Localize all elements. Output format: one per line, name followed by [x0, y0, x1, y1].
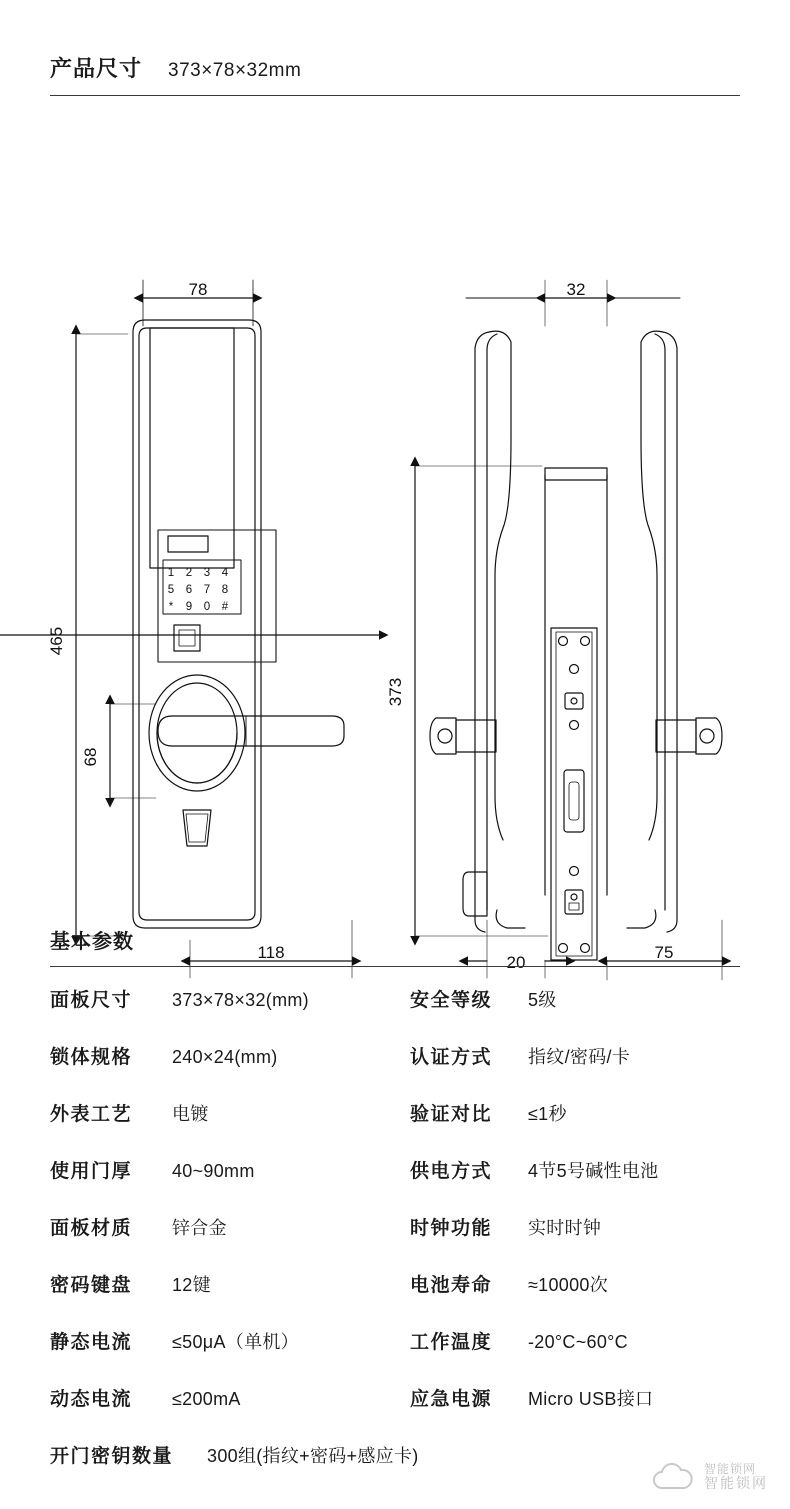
spec-value: ≤200mA — [172, 1389, 241, 1409]
spec-cell — [50, 1213, 410, 1240]
spec-label: 工作温度 — [410, 1332, 493, 1353]
spec-label: 外表工艺 — [50, 1104, 133, 1125]
label-handle-height: 68 — [81, 747, 100, 767]
cloud-icon — [650, 1461, 696, 1493]
label-side-height: 373 — [386, 677, 405, 707]
specs-table — [50, 985, 750, 1498]
spec-label: 电池寿命 — [410, 1275, 493, 1296]
page-title: 产品尺寸 — [50, 56, 143, 81]
svg-text:3: 3 — [203, 567, 211, 579]
label-front-bottom-width: 118 — [257, 943, 285, 962]
spec-cell — [50, 1042, 410, 1069]
svg-text:1: 1 — [167, 567, 175, 579]
spec-cell — [410, 985, 750, 1012]
spec-label: 认证方式 — [410, 1047, 493, 1068]
spec-value: 300组(指纹+密码+感应卡) — [207, 1446, 419, 1466]
front-view-drawing — [133, 320, 344, 928]
header-divider — [50, 95, 740, 96]
watermark-line-2: 智能锁网 — [704, 1474, 768, 1491]
spec-cell — [50, 1270, 410, 1297]
spec-label: 应急电源 — [410, 1389, 493, 1410]
label-side-left-offset: 20 — [506, 953, 526, 972]
spec-value: ≈10000次 — [528, 1275, 609, 1295]
table-row — [50, 1441, 750, 1498]
spec-label: 开门密钥数量 — [50, 1446, 174, 1467]
spec-cell — [410, 1327, 750, 1354]
spec-value: 240×24(mm) — [172, 1047, 278, 1067]
table-row — [50, 1213, 750, 1270]
spec-label: 验证对比 — [410, 1104, 493, 1125]
spec-label: 锁体规格 — [50, 1047, 133, 1068]
watermark-text — [704, 1463, 768, 1490]
table-row — [50, 985, 750, 1042]
spec-cell — [50, 985, 410, 1012]
svg-text:7: 7 — [203, 584, 211, 596]
watermark — [650, 1461, 768, 1493]
label-side-right-offset: 75 — [654, 943, 674, 962]
table-row — [50, 1042, 750, 1099]
svg-text:8: 8 — [221, 584, 229, 596]
table-row — [50, 1270, 750, 1327]
spec-label: 供电方式 — [410, 1161, 493, 1182]
specs-title: 基本参数 — [50, 931, 134, 953]
keypad-digits — [168, 567, 229, 613]
spec-cell — [410, 1384, 750, 1411]
spec-cell — [50, 1327, 410, 1354]
spec-value: Micro USB接口 — [528, 1389, 654, 1409]
svg-text:4: 4 — [221, 567, 229, 579]
spec-value: 锌合金 — [172, 1218, 227, 1238]
svg-text:0: 0 — [203, 601, 211, 613]
spec-label: 时钟功能 — [410, 1218, 493, 1239]
dim-side-height — [415, 466, 548, 936]
spec-label: 面板尺寸 — [50, 990, 133, 1011]
spec-value: 12键 — [172, 1275, 211, 1295]
svg-text:9: 9 — [185, 601, 193, 613]
spec-value: 实时时钟 — [528, 1218, 602, 1238]
spec-value: ≤50μA（单机） — [172, 1332, 299, 1352]
watermark-line-1: 智能锁网 — [704, 1462, 757, 1477]
spec-label: 静态电流 — [50, 1332, 133, 1353]
spec-label: 动态电流 — [50, 1389, 133, 1410]
side-view-drawing — [430, 331, 722, 960]
spec-cell — [410, 1099, 750, 1126]
svg-text:*: * — [168, 601, 174, 613]
spec-label: 使用门厚 — [50, 1161, 133, 1182]
spec-value: -20°C~60°C — [528, 1332, 628, 1352]
table-row — [50, 1099, 750, 1156]
table-row — [50, 1384, 750, 1441]
spec-cell — [410, 1156, 750, 1183]
spec-cell — [50, 1156, 410, 1183]
basic-params-header — [50, 925, 740, 967]
spec-cell — [410, 1042, 750, 1069]
specs-divider — [50, 966, 740, 967]
spec-cell — [410, 1270, 750, 1297]
table-row — [50, 1327, 750, 1384]
spec-value: 5级 — [528, 990, 557, 1010]
spec-label: 安全等级 — [410, 990, 493, 1011]
label-front-width: 78 — [188, 280, 208, 299]
page-subtitle: 373×78×32mm — [168, 60, 302, 81]
spec-cell — [50, 1441, 750, 1468]
product-dimensions-header — [50, 52, 740, 96]
svg-text:#: # — [221, 601, 229, 613]
spec-label: 密码键盘 — [50, 1275, 133, 1296]
spec-label: 面板材质 — [50, 1218, 133, 1239]
spec-value: ≤1秒 — [528, 1104, 567, 1124]
svg-text:5: 5 — [167, 584, 175, 596]
spec-value: 指纹/密码/卡 — [528, 1047, 631, 1067]
spec-value: 373×78×32(mm) — [172, 990, 309, 1010]
spec-value: 4节5号碱性电池 — [528, 1161, 659, 1181]
spec-value: 40~90mm — [172, 1161, 255, 1181]
table-row — [50, 1156, 750, 1213]
spec-cell — [50, 1384, 410, 1411]
svg-text:2: 2 — [185, 567, 193, 579]
spec-cell — [410, 1213, 750, 1240]
spec-value: 电镀 — [172, 1104, 209, 1124]
spec-cell — [50, 1099, 410, 1126]
label-front-height: 465 — [47, 626, 66, 656]
label-side-thickness: 32 — [566, 280, 586, 299]
svg-text:6: 6 — [185, 584, 193, 596]
header-title-row — [50, 52, 740, 95]
